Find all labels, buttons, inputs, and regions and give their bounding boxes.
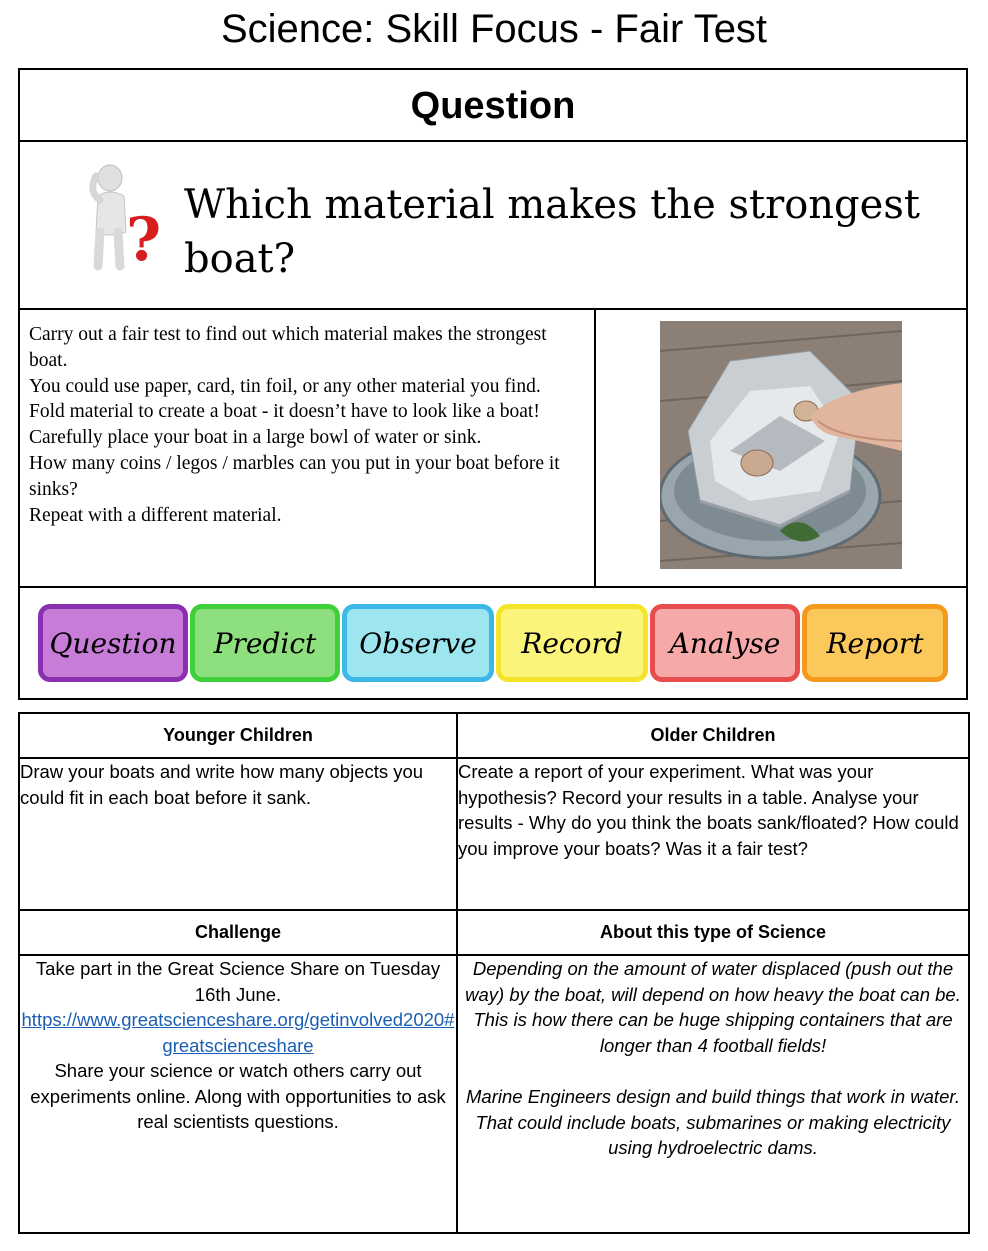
about-paragraph: Depending on the amount of water displaced (push out the way) by the boat, will depend on how heavy the boat can be. This is how there can be huge shipping containers that are longer than 4 football fields! [465, 958, 961, 1056]
instruction-line: Carefully place your boat in a large bowl of water or sink. [29, 427, 482, 449]
question-header: Question [18, 68, 968, 142]
question-text: Which material makes the strongest boat? [184, 182, 920, 282]
instruction-line: You could use paper, card, tin foil, or any other material you find. [29, 375, 541, 397]
skill-label: Predict [213, 626, 317, 660]
younger-text: Draw your boats and write how many objects you could fit in each boat before it sank. [19, 758, 457, 910]
skill-predict [190, 604, 340, 682]
skill-question [38, 604, 188, 682]
great-science-share-link[interactable]: https://www.greatscienceshare.org/getinvolved2020#greatscienceshare [21, 1009, 455, 1056]
older-text: Create a report of your experiment. What was your hypothesis? Record your results in a table. Analyse your results - Why do you think the boats sank/floated? How could you improve your boats? Was it a fair test? [457, 758, 969, 910]
instruction-line: Carry out a fair test to find out which material makes the strongest boat. [29, 324, 547, 371]
skill-record [496, 604, 648, 682]
challenge-body [19, 955, 457, 1233]
instruction-line: Repeat with a different material. [29, 504, 282, 526]
thinking-figure-icon [80, 162, 164, 272]
instruction-line: Fold material to create a boat - it doesn’t have to look like a boat! [29, 401, 540, 423]
instructions-panel [18, 308, 596, 588]
skill-label: Record [521, 626, 623, 660]
skill-label: Analyse [669, 626, 781, 660]
about-header: About this type of Science [457, 910, 969, 955]
foil-boat-photo [660, 321, 902, 569]
about-body [457, 955, 969, 1233]
instruction-line: How many coins / legos / marbles can you put in your boat before it sinks? [29, 452, 560, 500]
page-title: Science: Skill Focus - Fair Test [220, 7, 768, 51]
skill-observe [342, 604, 494, 682]
skill-label: Observe [359, 626, 477, 660]
challenge-line: Share your science or watch others carry out experiments online. Along with opportunities to ask real scientists questions. [30, 1060, 446, 1132]
challenge-line: Take part in the Great Science Share on Tuesday 16th June. [35, 958, 441, 1005]
question-panel [18, 140, 968, 310]
svg-text:?: ? [126, 205, 162, 272]
older-header: Older Children [457, 713, 969, 758]
about-paragraph: Marine Engineers design and build things that work in water. That could include boats, submarines or making electricity using hydroelectric dams. [466, 1086, 960, 1158]
challenge-header: Challenge [19, 910, 457, 955]
skill-report [802, 604, 948, 682]
younger-header: Younger Children [19, 713, 457, 758]
skill-analyse [650, 604, 800, 682]
skill-label: Report [826, 626, 924, 660]
skills-bar [18, 586, 968, 700]
photo-panel [594, 308, 968, 588]
activities-table [18, 712, 970, 1234]
skill-label: Question [49, 626, 177, 660]
